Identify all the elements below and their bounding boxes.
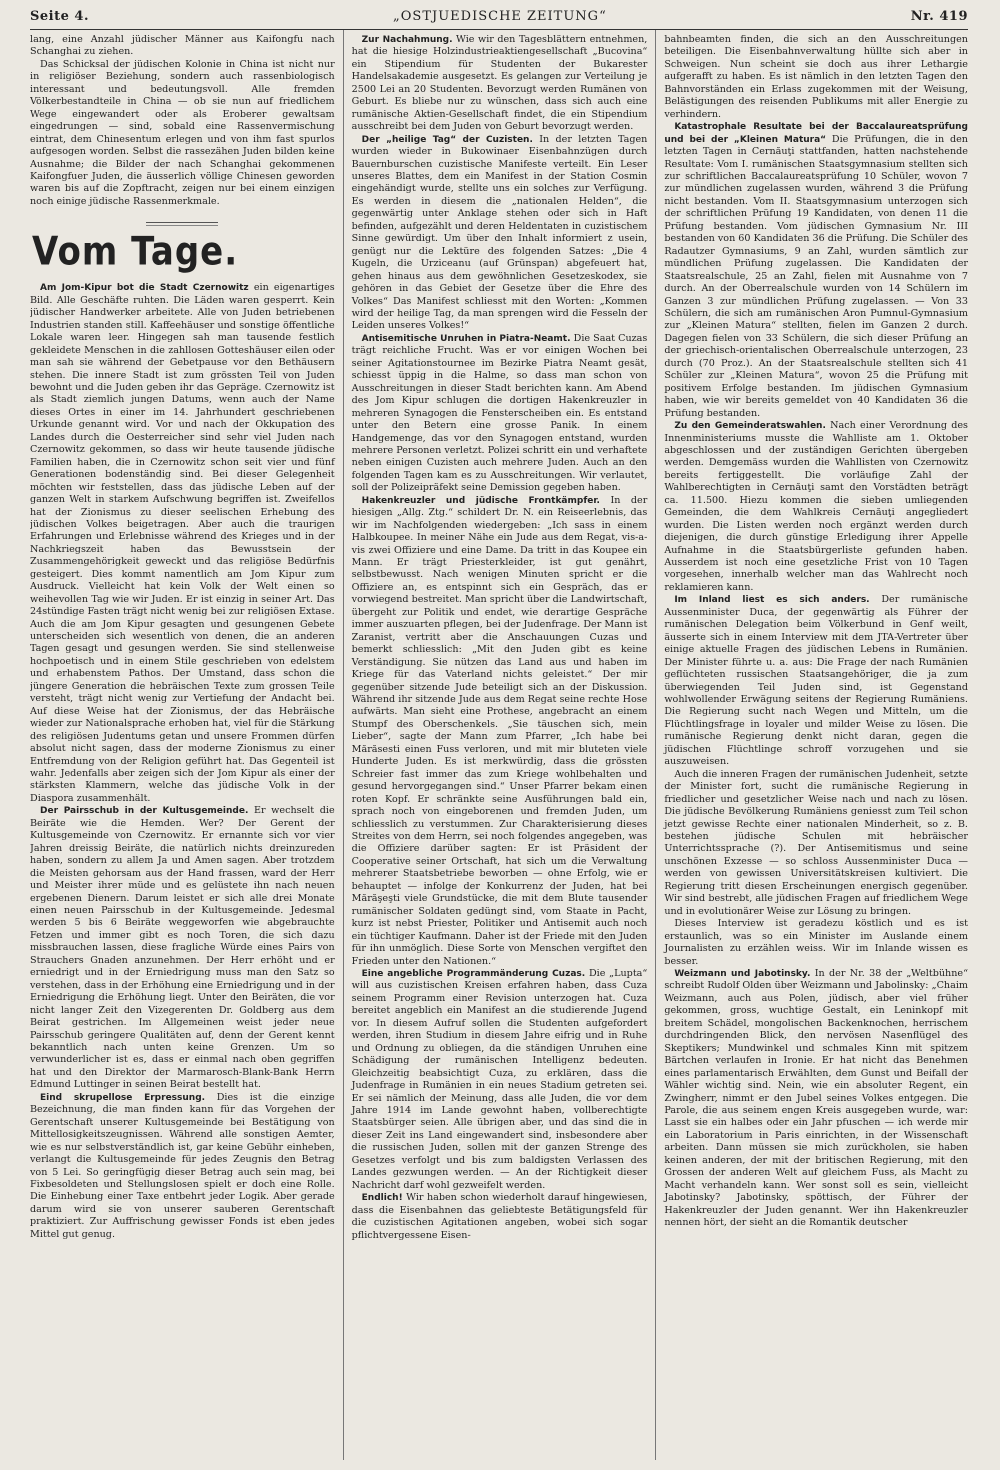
article-heading: Eine angebliche Programmänderung Cuzas.: [361, 968, 586, 979]
article-body: Dies ist die einzige Bezeichnung, die man finden kann für das Vorgehen der Gerentschaft unserer Kultusgemeinde bei Bestätigung von Mittellosigkeitszeugnissen. Während alle sonstigen Aemter, wie es nur selbstverständlich ist, gar keine Gebühr einheben, verlangt die Kultusgemeinde für jedes Zeugnis den Betrag von 5 Lei. So geringfügig dieser Betrag auch sein mag, bei Fixbesoldeten und Stellungslosen spielt er doch eine Rolle. Die Einhebung einer Taxe entbehrt jeder Logik. Aber gerade darum wird sie von unserer sauberen Gerentschaft praktiziert. Zur Auffrischung gewisser Fonds ist eben jedes Mittel gut genug.: [30, 1091, 335, 1240]
article-body: Die „Lupta“ will aus cuzistischen Kreisen erfahren haben, dass Cuza seinem Programm einer Revision unterzogen hat. Cuza bereitet angeblich ein Manifest an die studierende Jugend vor. In diesem Aufruf sollen die Studenten aufgefordert werden, ihren Studium in diesem Jahre eifrig und in Ruhe und Ordnung zu obliegen, da die ständigen Unruhen eine Schädigung der rumänischen Intelligenz bedeuten. Gleichzeitig beabsichtigt Cuza, zu erklären, dass die Judenfrage in Rumänien in ein neues Stadium getreten sei. Er sei nämlich der Meinung, dass alle Juden, die vor dem Jahre 1914 im Lande gewohnt haben, vollberechtigte Staatsbürger seien. Alle übrigen aber, und das sind die in dieser Zeit ins Land eingewandert sind, insbesondere aber die russischen Juden, sollen mit der ganzen Strenge des Gesetzes verfolgt und bis zum baldigsten Verlassen des Landes gezwungen werden. — An der Richtigkeit dieser Nachricht darf wohl gezweifelt werden.: [351, 967, 648, 1191]
article-body: In der hiesigen „Allg. Ztg.“ schildert Dr. N. ein Reiseerlebnis, das wir im Nachfolgenden wiedergeben: „Ich sass in einem Halbkoupee. In meiner Nähe ein Jude aus dem Regat, vis-a-vis zwei Offiziere und eine Dame. Da tritt in das Koupee ein Mann. Er trägt Priesterkleider, ist gut genährt, selbstbewusst. Nach wenigen Minuten spricht er die Offiziere an, es entspinnt sich ein Gespräch, das er vorwiegend bestreitet. Man spricht über die Landwirtschaft, übergeht zur Politik und endet, wie derartige Gespräche immer auszuarten pflegen, bei der Judenfrage. Der Mann ist Zaranist, vertritt aber die Anschauungen Cuzas und bemerkt schliesslich: „Mit den Juden gibt es keine Verständigung. Sie nützen das Land aus und haben im Kriege für das Vaterland nichts geleistet.“ Der mir gegenüber sitzende Jude beteiligt sich an der Diskussion. Während ihr sitzende Jude aus dem Regat seine rechte Hose aufwärts. Man sieht eine Prothese, angebracht an einem Stumpf des Oberschenkels. „Sie täuschen sich, mein Lieber“, sagte der Mann zum Pfarrer, „Ich habe bei Mărăsesti einen Fuss verloren, und mit mir bluteten viele Hunderte Juden. Es ist merkwürdig, dass die grössten Schreier fast immer das zum Kriege wohlbehalten und gesund hervorgegangen sind.“ Unser Pfarrer bekam einen roten Kopf. Er schränkte seine Ausführungen bald ein, sprach noch von eingeborenen und fremden Juden, um schliesslich zu verstummen. Zur Charakterisierung dieses Streites von dem Herrn, sei noch folgendes angegeben, was die Offiziere darüber sagten: Er ist Präsident der Cooperative seiner Ortschaft, hat sich um die Verwaltung mehrerer Staatsbetriebe beworben — ohne Erfolg, wie er behauptet — infolge der Konkurrenz der Juden, hat bei Mărăşeşti viele Grundstücke, die mit dem Blute tausender rumänischer Soldaten gedüngt sind, vom Staate in Pacht, kurz ist nebst Priester, Politiker und Antisemit auch noch ein tüchtiger Kaufmann. Daher ist der Friede mit den Juden für ihn unmöglich. Diese Sorte von Menschen vergiftet den Frieden unter den Nationen.“: [351, 494, 648, 967]
article: [664, 968, 968, 1230]
article-body: Nach einer Verordnung des Innenministeriums musste die Wahlliste am 1. Oktober abgeschlossen und der zuständigen Gerichten übergeben werden. Demgemäss wurden die Wahllisten von Czernowitz bereits fertiggestellt. Die vorläufige Zahl der Wahlberechtigten in Cernăuţi samt den Vorstädten beträgt ca. 11.500. Hiezu kommen die sieben umliegenden Gemeinden, die dem Wahlkreis Cernăuţi angegliedert wurden. Die Listen werden noch ergänzt werden durch diejenigen, die durch günstige Erledigung ihrer Appelle Aufnahme in die Staatsbürgerliste gefunden haben. Ausserdem ist noch eine gesetzliche Frist von 10 Tagen vorgesehen, innerhalb welcher man das Wahlrecht noch reklamieren kann.: [664, 420, 968, 593]
article-heading: Zu den Gemeinderatswahlen.: [674, 421, 826, 432]
page-label: Seite 4.: [30, 9, 89, 24]
article-body: Wie wir den Tagesblättern entnehmen, hat die hiesige Holzindustrieaktiengesellschaft „Bucovina“ ein Stipendium für Studenten der Bukarester Handelsakademie ausgesetzt. Es gelangen zur Verteilung je 2500 Lei an 20 Studenten. Bevorzugt werden Rumänen von Geburt. Es bliebe nur zu wünschen, dass sich auch eine rumänische Aktien-Gesellschaft findet, die ein Stipendium ausschreibt bei dem Juden von Geburt bevorzugt werden.: [351, 34, 648, 133]
section-title: Vom Tage.: [32, 229, 239, 276]
article-heading: Der Pairsschub in der Kultusgemeinde.: [40, 806, 249, 817]
article: [352, 968, 648, 1192]
article-body: In der Nr. 38 der „Weltbühne“ schreibt Rudolf Olden über Weizmann und Jabolinsky: „Chaim Weizmann, auch aus Polen, jüdisch, aber viel früher gekommen, gross, wuchtige Gestalt, ein Leninkopf mit breitem Schädel, mongolischen Backenknochen, herrischem durchdringenden Blick, den nervösen Nasenflügel des Skeptikers; Mundwinkel und schmales Kinn mit spitzem Bärtchen verlaufen in Ironie. Er hat nicht das Benehmen eines parlamentarisch Erwählten, dem Gunst und Beifall der Wähler wichtig sind. Nein, wie ein absoluter Regent, ein Zwingherr, nimmt er den Jubel seines Volkes entgegen. Die Parole, die aus seinem engen Kreis ausgegeben wurde, war: Lasst sie ein halbes oder ein Jahr pfuschen — ich werde mir ein Laboratorium in Paris einrichten, in der Wissenschaft arbeiten. Dann müssen sie mich zurückholen, sie haben keinen anderen, der mit der britischen Regierung, mit den Grossen der anderen Welt auf gleichem Fuss, als Macht zu Macht verhandeln kann. Wer sonst soll es sein, vielleicht Jabotinsky? Jabotinsky, spöttisch, der Führer der Hakenkreuzler der Juden genannt. Wer ihn Hakenkreuzler nennen hört, der sieht an die Romantik deutscher: [664, 967, 968, 1229]
article: [30, 1092, 335, 1241]
article: [352, 34, 648, 134]
article: [352, 333, 648, 495]
running-head: [30, 6, 968, 28]
paragraph: Dieses Interview ist geradezu köstlich und es ist erstaunlich, was so ein Minister im Auslande einem Journalisten zu erzählen weiss. Wir im Inlande wissen es besser.: [664, 918, 968, 967]
column-3: [655, 30, 968, 1460]
article-heading: Zur Nachahmung.: [361, 35, 453, 45]
issue-number: Nr. 419: [910, 9, 968, 24]
column-1: [30, 30, 343, 1460]
article-heading: Katastrophale Resultate bei der Baccalaureatsprüfung und bei der „Kleinen Matura“: [664, 122, 968, 145]
article-heading: Hakenkreuzler und jüdische Frontkämpfer.: [361, 495, 600, 506]
article-heading: Am Jom-Kipur bot die Stadt Czernowitz: [40, 283, 249, 294]
article: [30, 282, 335, 805]
article-body: Er wechselt die Beiräte wie die Hemden. Wer? Der Gerent der Kultusgemeinde von Czernowitz. Er ernannte sich vor vier Jahren dreissig Beiräte, die natürlich nichts dreinzureden haben, sondern zu allem Ja und Amen sagen. Aber trotzdem die Meisten gehorsam aus der Hand frassen, ward der Herr und Meister ihrer müde und es gelüstete ihn nach neuen ergebenen Dienern. Darum leistet er sich alle drei Monate einen neuen Pairsschub in der Kultusgemeinde. Jedesmal werden 5 bis 6 Beiräte weggeworfen wie abgebrauchte Fetzen und immer gibt es noch Toren, die sich dazu missbrauchen lassen, diese fragliche Würde eines Pairs von Strauchers Gnaden anzunehmen. Der Herr erhöht und er erniedrigt und in der Erniedrigung muss man den Satz so verstehen, dass in der Erhöhung eine Erniedrigung und in der Erniedrigung die Erhöhung liegt. Unter den Beiräten, die vor nicht langer Zeit den Vizegerenten Dr. Goldberg aus dem Beirat gestrichen. Im Allgemeinen weist jeder neue Pairsschub geringere Qualitäten auf, denn der Gerent kennt bekanntlich nach unten keine Grenzen. Um so verwunderlicher ist es, dass er einmal nach oben gegriffen hat und den Direktor der Marmarosch-Blank-Bank Herrn Edmund Luttinger in seinen Beirat bestellt hat.: [30, 805, 335, 1091]
paragraph: Das Schicksal der jüdischen Kolonie in China ist nicht nur in religiöser Beziehung, sondern auch rassenbiologisch interessant und bedeutungsvoll. Alle fremden Völkerbestandteile in China — ob sie nun auf friedlichem Wege eingewandert oder als Eroberer gewaltsam eingedrungen — sind, sobald eine Rassenvermischung eintrat, dem Chinesentum erlegen und von ihm fast spurlos aufgesogen worden. Selbst die rassezähen Juden bilden keine Ausnahme; die Bilder der nach Schanghai gekommenen Kaifongfuer Juden, die äusserlich völlige Chinesen geworden waren bis auf die Zopftracht, zeigen nur bei einem einzigen noch einige jüdische Rassenmerkmale.: [30, 58, 335, 207]
article-heading: Weizmann und Jabotinsky.: [674, 968, 811, 979]
article-heading: Antisemitische Unruhen in Piatra-Neamt.: [361, 333, 571, 344]
column-2: [343, 30, 656, 1460]
article-heading: Endlich!: [361, 1193, 403, 1204]
article-body: Die Prüfungen, die in den letzten Tagen in Cernăuţi stattfanden, hatten nachstehende Resultate: Vom I. rumänischen Staatsgymnasium stellten sich zur schriftlichen Baccalaureatsprüfung 10 Schüler, wovon 7 zur mündlichen zugelassen wurden, während 3 die Prüfung nicht bestanden. Vom II. Staatsgymnasium unterzogen sich der schriftlichen Prüfung 19 Kandidaten, von denen 11 die Prüfung bestanden. Vom jüdischen Gymnasium Nr. III bestanden von 60 Kandidaten 36 die Prüfung. Die Schüler des Radautzer Gymnasiums, 9 an Zahl, wurden sämtlich zur mündlichen Prüfung zugelassen. Die Kandidaten der Staatsrealschule, 25 an Zahl, fielen mit Ausnahme von 7 durch. An der Oberrealschule wurden von 14 Schülern im Ganzen 3 zur mündlichen Prüfung zugelassen. — Von 33 Schülern, die sich am rumänischen Aron Pumnul-Gymnasium zur „Kleinen Matura“ stellten, fielen im Ganzen 2 durch. Dagegen fielen von 33 Schülern, die sich dieser Prüfung an der griechisch-orientalischen Oberrealschule unterzogen, 23 durch (70 Proz.). An der Staatsrealschule stellten sich 41 Schüler zur „Kleinen Matura“, wovon 25 die Prüfung mit positivem Erfolge bestanden. Im jüdischen Gymnasium haben, wie wir bereits gemeldet von 40 Kandidaten 36 die Prüfung bestanden.: [664, 133, 968, 419]
article: [352, 495, 648, 968]
article: [664, 121, 968, 420]
article-heading: Eind skrupellose Erpressung.: [40, 1092, 206, 1103]
article-body: Der rumänische Aussenminister Duca, der gegenwärtig als Führer der rumänischen Delegation beim Völkerbund in Genf weilt, äusserte sich in einem Interview mit dem JTA-Vertreter über einige aktuelle Fragen des jüdischen Lebens in Rumänien. Der Minister führte u. a. aus: Die Frage der nach Rumänien geflüchteten russischen Staatsangehöriger, die ja zum überwiegenden Teil Juden sind, ist Gegenstand wohlwollender Erwägung seitens der Regierung Rumäniens. Die Regierung sucht nach Wegen und Mitteln, um die Flüchtlingsfrage in loyaler und milder Weise zu lösen. Die rumänische Regierung denkt nicht daran, gegen die jüdischen Flüchtlinge schroff vorzugehen und sie auszuweisen.: [664, 594, 968, 768]
article-body: In der letzten Tagen wurden wieder in Bukowinaer Eisenbahnzügen durch Bauernburschen cuzistische Manifeste verteilt. Ein Leser unseres Blattes, dem ein Manifest in der Station Cosmin eingehändigt wurde, stellte uns ein solches zur Verfügung. Es werden in diesem die „nationalen Helden“, die gegenwärtig unter Anklage stehen oder sich in Haft befinden, aufgezählt und deren Heldentaten in cuzistischem Sinne gewürdigt. Um über den Inhalt informiert z usein, genügt nur die Lektüre des folgenden Satzes: „Die 4 Kugeln, die Urziceanu (auf Grünspan) abgefeuert hat, gehen hinaus aus dem gewöhnlichen Gesetzeskodex, sie gehören in das Gebiet der Gesetze über die Ehre des Volkes“ Das Manifest schliesst mit den Worten: „Kommen wird der heilige Tag, da man sprengen wird die Fesseln der Leiden unseres Volkes!“: [351, 133, 648, 332]
text-columns: [30, 30, 968, 1460]
article-heading: Im Inland liest es sich anders.: [674, 595, 870, 606]
paragraph: bahnbeamten finden, die sich an den Ausschreitungen beteiligen. Die Eisenbahnverwaltung hüllte sich aber in Schweigen. Nun scheint sie doch aus ihrer Lethargie aufgerafft zu haben. Es ist nämlich in den letzten Tagen den Bahnvorständen ein Erlass zugekommen mit der Weisung, Belästigungen des reisenden Publikums mit aller Energie zu verhindern.: [664, 34, 968, 120]
article: [352, 134, 648, 333]
article: [664, 594, 968, 768]
article-body: Die Saat Cuzas trägt reichliche Frucht. Was er vor einigen Wochen bei seiner Agitationstournee im Bezirke Piatra Neamt gesät, schiesst üppig in die Halme, so dass man schon von Ausschreitungen in dieser Stadt berichten kann. Am Abend des Jom Kipur schlugen die dortigen Hakenkreuzler in mehreren Synagogen die Fensterscheiben ein. Es entstand unter den Betern eine grosse Panik. In einem Handgemenge, das vor den Synagogen entstand, wurden mehrere Personen verletzt. Polizei schritt ein und verhaftete neben einigen Cuzisten auch mehrere Juden. Auch an den folgenden Tagen kam es zu Ausschreitungen. Wir verlautet, soll der Polizeipräfekt seine Demission gegeben haben.: [351, 332, 648, 494]
article: [30, 805, 335, 1091]
paragraph: Auch die inneren Fragen der rumänischen Judenheit, setzte der Minister fort, sucht die rumänische Regierung in friedlicher und gesetzlicher Weise nach und nach zu lösen. Die jüdische Bevölkerung Rumäniens geniesst zum Teil schon jetzt gewisse Rechte einer nationalen Minderheit, so z. B. bestehen jüdische Schulen mit hebräischer Unterrichtssprache (?). Der Antisemitismus und seine unschönen Exzesse — so schloss Aussenminister Duca — werden von gewissen Universitätskreisen kultiviert. Die Regierung tritt diesen Erscheinungen energisch gegenüber. Wir sind bestrebt, alle jüdischen Fragen auf friedlichem Wege und in evolutionärer Weise zur Lösung zu bringen.: [664, 768, 968, 917]
article: [352, 1192, 648, 1242]
article-body: ein eigenartiges Bild. Alle Geschäfte ruhten. Die Läden waren gesperrt. Kein jüdischer Handwerker arbeitete. Alle von Juden betriebenen Industrien standen still. Kaffeehäuser und sonstige öffentliche Lokale waren leer. Hingegen sah man tausende festlich gekleidete Menschen in die zahllosen Gotteshäuser eilen oder man sah sie während der Gebetpause vor den Bethäusern stehen. Die innere Stadt ist zum grössten Teil von Juden bewohnt und die Juden geben ihr das Gepräge. Czernowitz ist als Stadt ziemlich jungen Datums, wenn auch der Name dieses Ortes in einer im 14. Jahrhundert geschriebenen Urkunde genannt wird. Vor und nach der Okkupation des Landes durch die Oesterreicher sind sehr viel Juden nach Czernowitz gekommen, so dass wir heute tausende jüdische Familien haben, die in Czernowitz schon seit vier und fünf Generationen bodenständig sind. Bei dieser Gelegenheit möchten wir feststellen, dass das jüdische Leben auf der ganzen Welt in starkem Aufschwung begriffen ist. Zweifellos hat der Zionismus zu dieser seelischen Erhebung des jüdischen Volkes beigetragen. Aber auch die traurigen Erfahrungen und Erlebnisse während des Krieges und in der Nachkriegszeit haben das Bewusstsein der Zusammengehörigkeit geweckt und das religiöse Bedürfnis gesteigert. Dies kommt namentlich am Jom Kipur zum Ausdruck. Vielleicht hat kein Volk der Welt einen so weihevollen Tag wie wir Juden. Er ist einzig in seiner Art. Das 24stündige Fasten trägt nicht wenig bei zur religiösen Extase. Auch die am Jom Kipur gesagten und gesungenen Gebete unterscheiden sich wesentlich von denen, die an anderen Tagen gesagt und gesungen werden. Sie sind stellenweise hochpoetisch und in einem Stile geschrieben von edelstem und erhabenstem Pathos. Der Umstand, dass schon die jüngere Generation die hebräischen Texte zum grossen Teile versteht, trägt nicht wenig zur Vertiefung der Andacht bei. Auf diese Weise hat der Zionismus, der das Hebräische wieder zur Nationalsprache erhoben hat, viel für die Stärkung des religiösen Judentums getan und unsere Frommen dürfen absolut nicht sagen, dass der moderne Zionismus zu einer Entfremdung von der Religion geführt hat. Das Gegenteil ist wahr. Jedenfalls aber zeigen sich der Jom Kipur als einer der stärksten Klammern, welche das jüdische Volk in der Diaspora zusammenhält.: [30, 282, 335, 804]
paragraph: lang, eine Anzahl jüdischer Männer aus Kaifongfu nach Schanghai zu ziehen.: [30, 34, 335, 58]
article-body: Wir haben schon wiederholt darauf hingewiesen, dass die Eisenbahnen das geliebteste Betätigungsfeld für die cuzistischen Agitationen angeben, wobei sich sogar pflichtvergessene Eisen-: [351, 1192, 648, 1241]
article: [664, 420, 968, 594]
article-heading: Der „heilige Tag“ der Cuzisten.: [361, 134, 533, 145]
newspaper-title: „OSTJUEDISCHE ZEITUNG“: [393, 9, 607, 24]
ornament-divider: [30, 218, 335, 224]
